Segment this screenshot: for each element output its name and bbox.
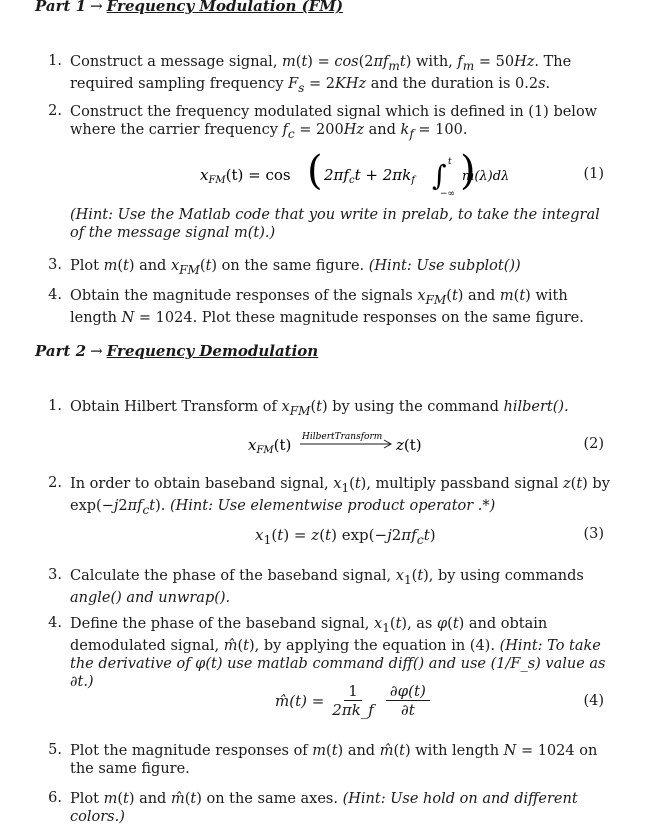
part1-label: Part 1 [35, 0, 87, 15]
svg-text:xFM(t): $x_{FM}(t)$ [248, 436, 292, 456]
part2-item2-hint: (Hint: Use elementwise product operator .*) [169, 497, 496, 514]
equation-4-frac2-bottom: ∂t [400, 701, 415, 719]
part2-item1-hint: hilbert(). [503, 399, 569, 415]
equation-4-number: (4) [583, 693, 604, 709]
equation-4-fraction-1 [328, 682, 378, 719]
part2-item3-hint: angle() and unwrap(). [70, 589, 231, 606]
arrow-icon: → [90, 342, 103, 360]
svg-text:HilbertTransform: HilbertTransform [302, 432, 383, 442]
part2-title: Frequency Demodulation [106, 342, 319, 360]
part1-item1-number: 1. [48, 53, 62, 69]
part2-item6-hint: (Hint: Use hold on and different colors.) [70, 791, 578, 825]
equation-1 [200, 148, 510, 199]
part1-title: Frequency Modulation (FM) [106, 0, 344, 15]
equation-4-frac1-top: 1 [344, 682, 362, 701]
part2-item5-text: Plot the magnitude responses of m(t) and m̂(t) with length N = 1024 on the same figure. [70, 743, 598, 777]
part1-item2-number: 2. [48, 103, 62, 119]
equation-4-lhs: m̂(t) = [275, 691, 325, 710]
part1-item4-number: 4. [48, 287, 62, 303]
equation-3-number: (3) [583, 526, 604, 542]
svg-text:2πfct + 2πkf: $2\pi f_ct + 2\pi k_f$ [324, 166, 415, 186]
part2-item5-number: 5. [48, 742, 62, 758]
part2-item4-text: Define the phase of the baseband signal, $x_1(t)$, as φ(t) and obtain demodulated signal, m̂(t), by applying the equation in (4). (Hint: To take the derivative of φ(t) use matlab command diff() and use (1/F_s) value as ∂t.) [70, 616, 606, 690]
equation-4-frac1-bottom: 2πk_f [332, 701, 374, 719]
equation-4-frac2-top: ∂φ(t) [386, 682, 430, 701]
svg-text:z(t): z(t) [396, 436, 422, 454]
equation-3: $x_1(t) = z(t)$ $\exp(-j2\pi f_ct)$ [255, 526, 436, 547]
part1-item2-text: Construct the frequency modulated signal which is defined in (1) below where the carrier frequency $f_c = 200Hz$ and $k_f = 100$. [70, 104, 598, 141]
part2-item1-text: Obtain Hilbert Transform of $x_{FM}(t)$ by using the command hilbert(). [70, 399, 569, 418]
equation-4-fraction-2 [386, 682, 430, 719]
part1-item3-number: 3. [48, 257, 62, 273]
equation-1-close-paren [458, 148, 478, 198]
equation-1-svg [200, 148, 510, 199]
part2-item3-text: Calculate the phase of the baseband signal, $x_1(t)$, by using commands angle() and unwrap(). [70, 568, 584, 606]
svg-text:(: ( [307, 148, 323, 194]
part2-item3-number: 3. [48, 567, 62, 583]
part2-item4-number: 4. [48, 615, 62, 631]
part2-heading [35, 342, 318, 360]
part1-item1-text: Construct a message signal, $m(t) = \cos(2\pi f_mt)$ with, $f_m = 50Hz$. The required sampling frequency $F_s = 2KHz$ and the duration is 0.2s. [70, 54, 572, 95]
equation-2-number: (2) [583, 436, 604, 452]
svg-text:xFM(t) = cos: $x_{FM}(t) = \cos$ [200, 166, 291, 186]
part1-heading [35, 0, 343, 15]
part2-item4-hint: (Hint: To take the derivative of φ(t) use matlab command diff() and use (1/F_s) value as ∂t.) [70, 637, 606, 690]
svg-text:): ) [460, 148, 476, 194]
part2-item2-text: In order to obtain baseband signal, $x_1(t)$, multiply passband signal z(t) by $\exp(-j2\pi f_ct)$. (Hint: Use elementwise product operator .*) [70, 476, 610, 517]
part1-item4-text: Obtain the magnitude responses of the signals $x_{FM}(t)$ and m(t) with length N = 1024. Plot these magnitude responses on the same figure. [70, 288, 584, 326]
part1-item3-hint: (Hint: Use subplot()) [368, 258, 521, 274]
part2-item2-number: 2. [48, 475, 62, 491]
part1-item3-text: Plot m(t) and $x_{FM}(t)$ on the same figure. (Hint: Use subplot()) [70, 258, 521, 277]
part2-item6-text: Plot m(t) and m̂(t) on the same axes. (Hint: Use hold on and different colors.) [70, 791, 578, 825]
part2-item1-number: 1. [48, 398, 62, 414]
equation-4 [275, 682, 434, 719]
arrow-icon: → [90, 0, 103, 15]
part2-label: Part 2 [35, 342, 87, 360]
part2-item6-number: 6. [48, 790, 62, 806]
equation-2 [248, 426, 428, 460]
part1-item2-hint: (Hint: Use the Matlab code that you write in prelab, to take the integral of the message signal m(t).) [70, 207, 600, 241]
svg-text:−∞: −∞ [440, 189, 456, 199]
equation-1-number: (1) [583, 166, 604, 182]
svg-text:t: t [448, 157, 452, 167]
svg-text:∫: ∫ [432, 159, 447, 192]
svg-text:m(λ)dλ: m(λ)dλ [462, 169, 510, 184]
